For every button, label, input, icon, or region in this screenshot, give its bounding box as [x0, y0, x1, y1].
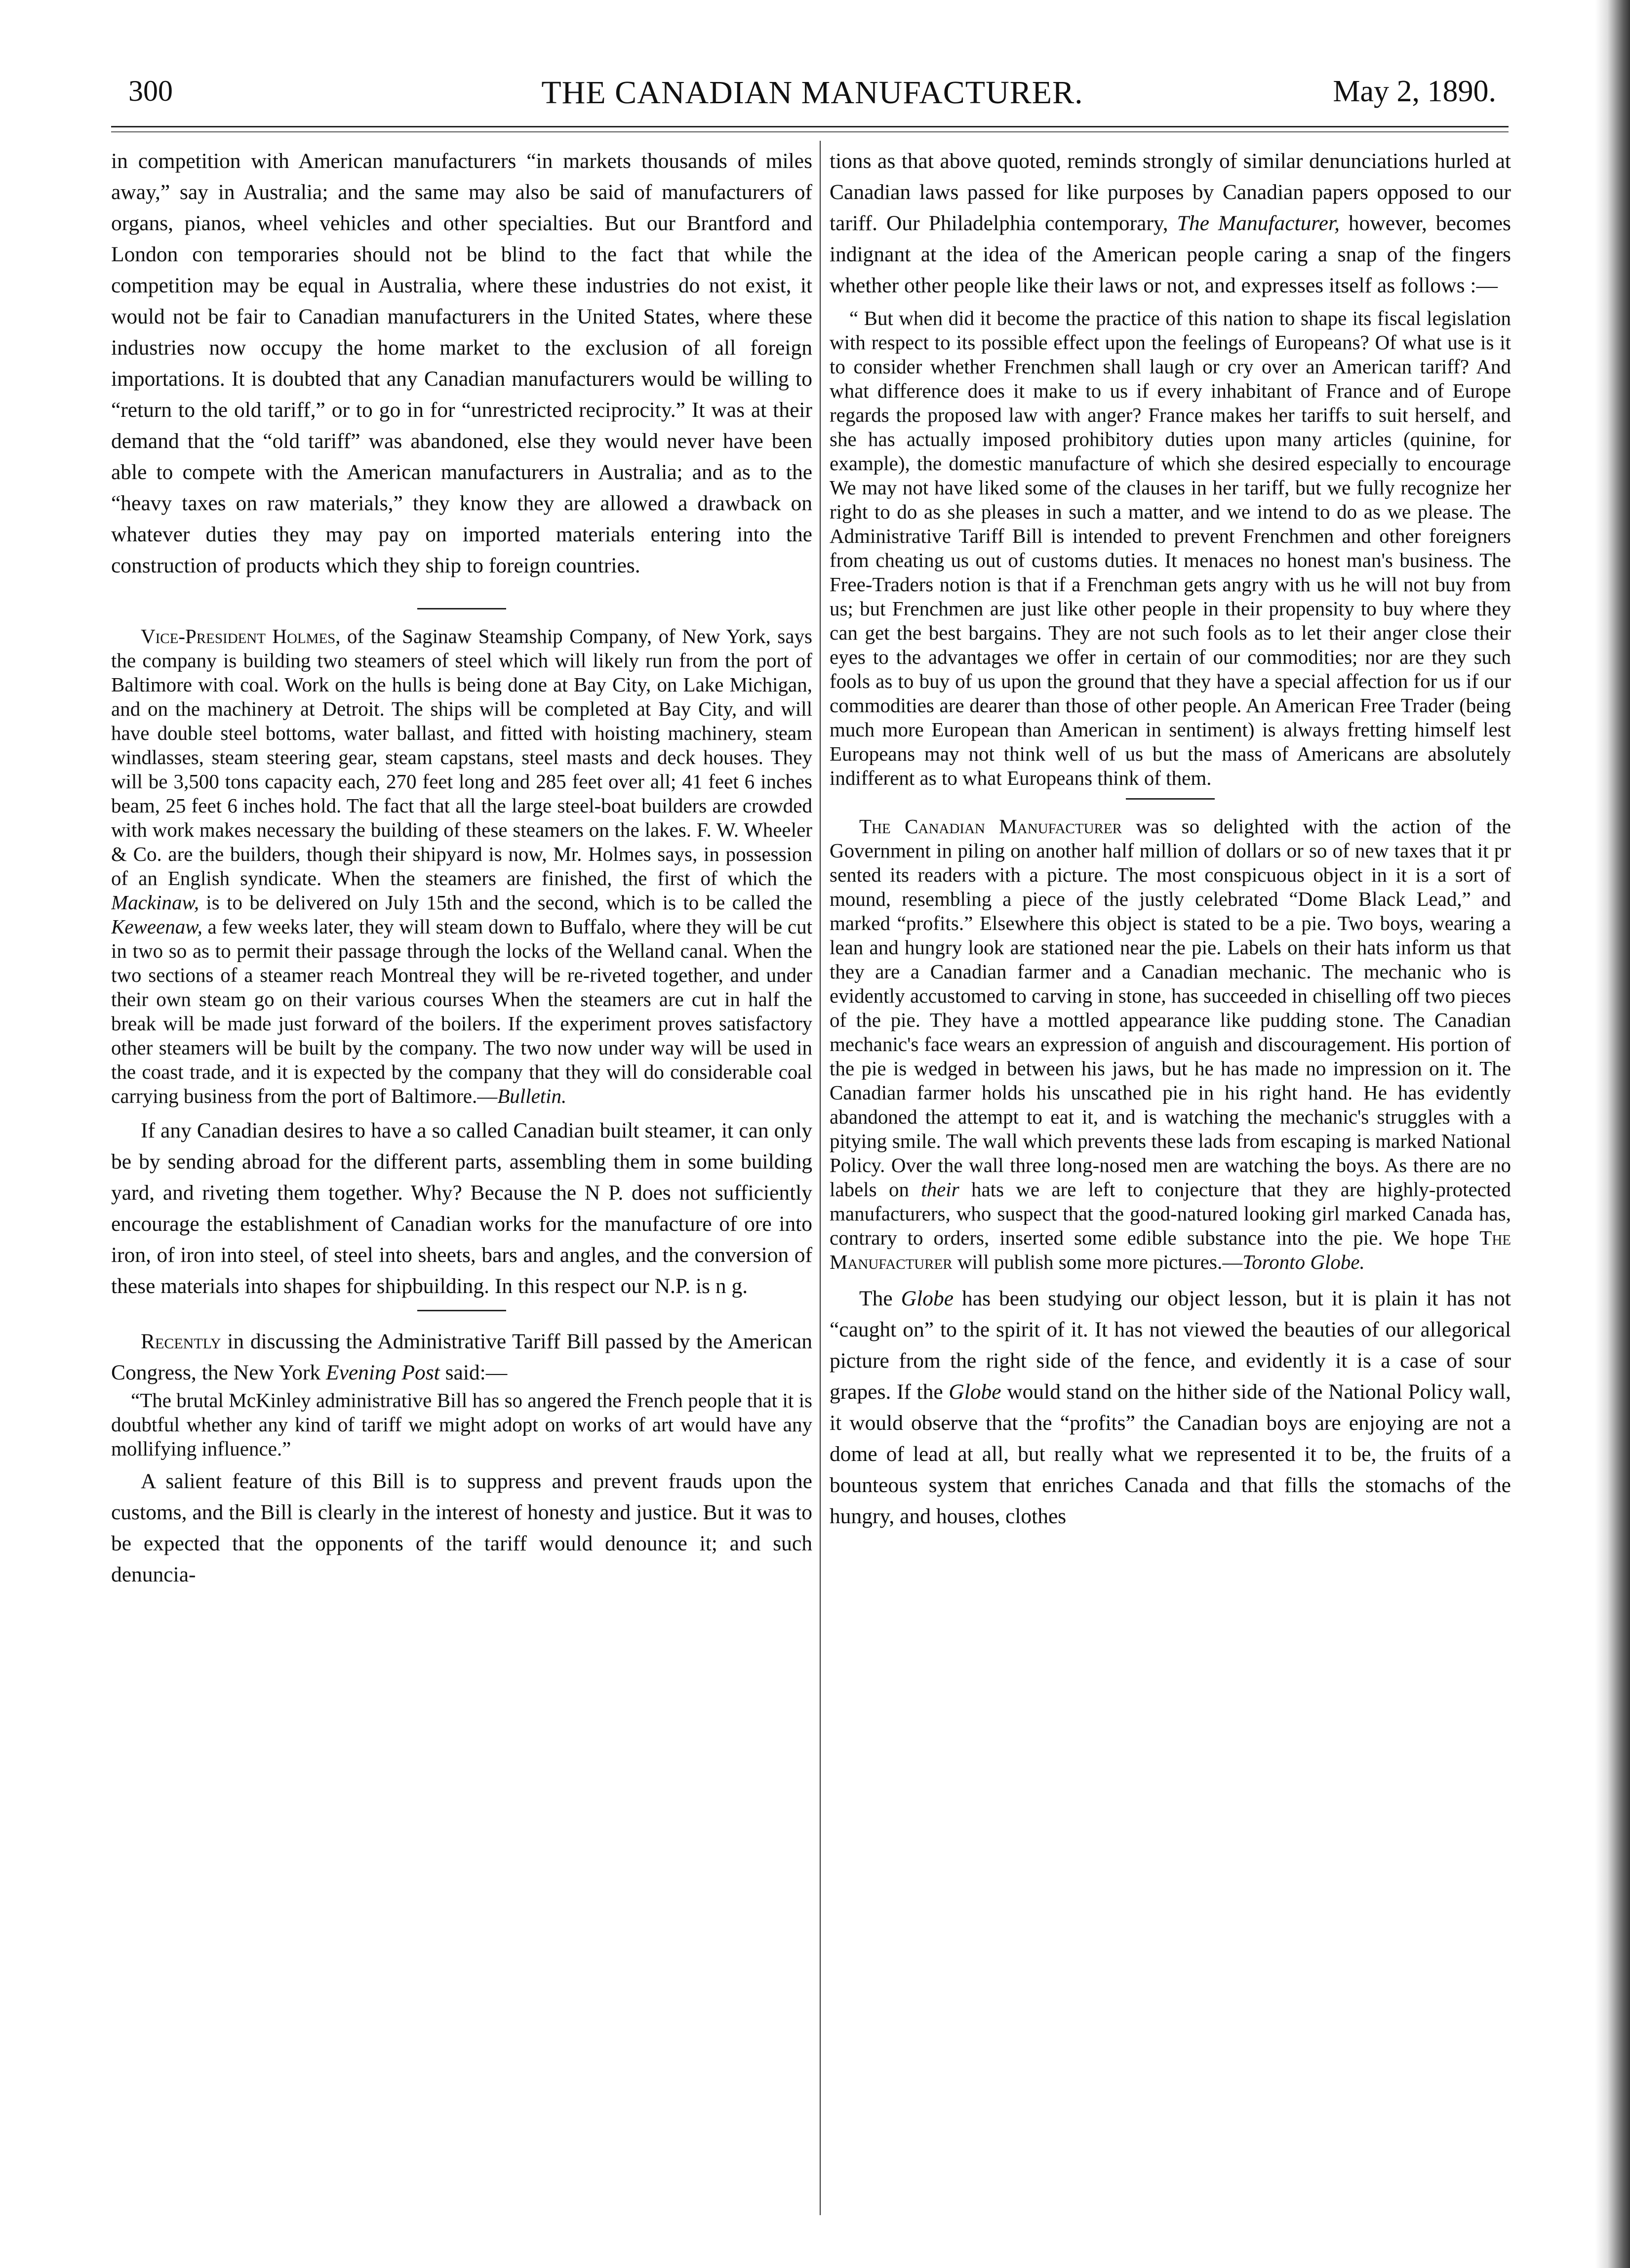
issue-date: May 2, 1890. [1333, 75, 1496, 108]
article-text: is to be delivered on July 15th and the second, which is to be called the [199, 891, 812, 914]
source-credit: Bulletin. [497, 1085, 567, 1107]
ship-name: Mackinaw, [111, 891, 199, 914]
article-text: of the Saginaw Steamship Company, of New York, says the company is building two steamers of steel which will likely run from the port of Baltimore with coal. Work on the hulls is being done at Bay City, on Lake Michigan, and on the machinery at Detroit. The ships will be completed at Bay City, and will have double steel bottoms, water ballast, and fitted with hoisting machinery, steam windlasses, steam steering gear, steam capstans, steel masts and deck houses. They will be 3,500 tons capacity each, 270 feet long and 285 feet over all; 41 feet 6 inches beam, 25 feet 6 inches hold. The fact that all the large steel-boat builders are crowded with work makes necessary the building of these steamers on the lakes. F. W. Wheeler & Co. are the builders, though their shipyard is now, Mr. Holmes says, in possession of an English syndicate. When the steamers are finished, the first of which the [111, 625, 812, 890]
quoted-passage: “The brutal McKinley administrative Bill has so angered the French people that it is doubtful whether any kind of tariff we might adopt on works of art would have any mollifying influence.” [111, 1389, 812, 1460]
lead-words: Recently [141, 1330, 221, 1353]
article-text: however, becomes indignant at the idea of the American people caring a snap of the fingers whether other people like their laws or not, and expresses itself as follows :— [830, 211, 1511, 297]
masthead: THE CANADIAN MANUFACTURER. [541, 75, 1083, 111]
globe-response-article [830, 1283, 1511, 1532]
newspaper-name: Globe [901, 1287, 954, 1310]
header-rule-secondary [111, 131, 1509, 132]
article-text: a few weeks later, they will steam down to Buffalo, where they will be cut in two so as to permit their passage through the locks of the Welland canal. When the two sections of a steamer reach Montreal they will be re-riveted together, and under their own steam go on their various courses When the steamers are cut in half the break will be made just forward of the boilers. If the experiment proves satisfactory other steamers will be built by the company. The two now under way will be used in the coast trade, and it is expected by the company that they will do considerable coal carrying business from the port of Baltimore.— [111, 915, 812, 1107]
right-column [830, 146, 1511, 2220]
emphasis: their [921, 1178, 959, 1201]
article-text: tions as that above quoted, reminds strongly of similar denunciations hurled at Canadian laws passed for like purposes by Canadian papers opposed to our tariff. Our Philadelphia contemporary, [830, 149, 1511, 235]
page-edge-shadow [1595, 0, 1630, 2268]
article-text: will publish some more pictures.— [952, 1251, 1243, 1273]
article-text: said:— [439, 1361, 508, 1384]
lead-words: The Canadian Manufacturer [859, 815, 1122, 838]
header-rule [111, 126, 1509, 127]
section-rule [417, 1310, 506, 1311]
toronto-globe-article [830, 814, 1511, 1274]
article-text: in discussing the Administrative Tariff Bill passed by the American Congress, the New York [111, 1330, 812, 1384]
lead-words: Vice-President Holmes, [141, 625, 341, 648]
article-continuation: in competition with American manufacturers “in markets thousands of miles away,” say in Australia; and the same may also be said of manufacturers of organs, pianos, wheel vehicles and other specialties. But our Brantford and London con temporaries should not be blind to the fact that while the competition may be equal in Australia, where these industries do not exist, it would not be fair to Canadian manufacturers in the United States, where these industries now occupy the home market to the exclusion of all foreign importations. It is doubted that any Canadian manufacturers would be willing to “return to the old tariff,” or to go in for “unrestricted reciprocity.” It was at their demand that the “old tariff” was abandoned, else they would never have been able to compete with the American manufacturers in Australia; and as to the “heavy taxes on raw materials,” they know they are allowed a drawback on whatever duties they may pay on imported materials entering into the construction of products which they ship to foreign countries. [111, 149, 812, 577]
page-number: 300 [128, 75, 173, 107]
newspaper-name: Evening Post [326, 1361, 440, 1384]
saginaw-steamship-article [111, 624, 812, 1108]
article-text: was so delighted with the action of the Government in piling on another half million of dollars or so of new taxes that it pr sented its readers with a picture. The most conspicuous object in it is a sort of mound, resembling a piece of the justly celebrated “Dome Black Lead,” and marked “profits.” Elsewhere this object is stated to be a pie. Two boys, wearing a lean and hungry look are stationed near the pie. Labels on their hats inform us that they are a Canadian farmer and a Canadian mechanic. The mechanic who is evidently accustomed to carving in stone, has succeeded in chiselling off two pieces of the pie. They have a mottled appearance like pudding stone. The Canadian mechanic's face wears an expression of anguish and discouragement. His portion of the pie is wedged in between his jaws, but he has made no impression on it. The Canadian farmer holds his unscathed pie in his right hand. He has evidently abandoned the attempt to eat it, and is watching the mechanic's struggles with a pitying smile. The wall which prevents these lads from escaping is marked National Policy. Over the wall three long-nosed men are watching the boys. As there are no labels on [830, 815, 1511, 1201]
article-text: The [859, 1287, 901, 1310]
quoted-passage: “ But when did it become the practice of this nation to shape its fiscal legislation with respect to its possible effect upon the feelings of Europeans? Of what use is it to consider whether Frenchmen shall laugh or cry over an American tariff? And what difference does it make to us if every inhabitant of France and of Europe regards the proposed law with anger? France makes her tariffs to suit herself, and she has actually imposed prohibitory duties upon many articles (quinine, for example), the domestic manufacture of which she desired especially to encourage We may not have liked some of the clauses in her tariff, but we fully recognize her right to do as she pleases in such a matter, and we intend to do as we please. The Administrative Tariff Bill is intended to prevent Frenchmen and other foreigners from cheating us out of customs duties. It menaces no honest man's business. The Free-Traders notion is that if a Frenchman gets angry with us he will not buy from us; but Frenchmen are just like other people in their propensity to buy where they can get the best bargains. They are not such fools as to let their anger close their eyes to the advantages we offer in certain of our commodities; nor are they such fools as to buy of us upon the ground that they have a special affection for us if our commodities are dearer than those of other people. An American Free Trader (being much more European than American in sentiment) is always fretting himself lest Europeans may not think well of us but the mass of Americans are absolutely indifferent as to what Europeans think of them. [830, 307, 1511, 789]
source-credit: Toronto Globe. [1242, 1251, 1365, 1273]
spacer [111, 581, 812, 600]
article-text: A salient feature of this Bill is to suppress and prevent frauds upon the customs, and the Bill is clearly in the interest of honesty and justice. But it was to be expected that the opponents of the tariff would denounce it; and such denuncia- [111, 1469, 812, 1586]
article-continuation [830, 146, 1511, 301]
column-divider [820, 141, 821, 2215]
canadian-steamer-comment: If any Canadian desires to have a so called Canadian built steamer, it can only be by sending abroad for the different parts, assembling them in some building yard, and riveting them together. Why? Because the N P. does not sufficiently encourage the establishment of Canadian works for the manufacture of ore into iron, of iron into steel, of steel into sheets, bars and angles, and the conversion of these materials into shapes for shipbuilding. In this respect our N.P. is n g. [111, 1119, 812, 1298]
ship-name: Keweenaw, [111, 915, 202, 938]
section-rule [1126, 798, 1215, 800]
article-text: has been studying our object lesson, but it is plain it has not “caught on” to the spirit of it. It has not viewed the beauties of our allegorical picture from the right side of the fence, and evidently it is a case of sour grapes. If the [830, 1287, 1511, 1404]
newspaper-name: Globe [949, 1380, 1001, 1404]
page-header [114, 64, 1511, 119]
section-rule [417, 608, 506, 609]
article-text: would stand on the hither side of the National Policy wall, it would observe that the “profits” the Canadian boys are enjoying are not a dome of lead at all, but really what we represented it to be, the fruits of a bounteous system that enriches Canada and that fills the stomachs of the hungry, and houses, clothes [830, 1380, 1511, 1528]
article-text: hats we are left to conjecture that they are highly-protected manufacturers, who suspect that the good-natured looking girl marked Canada has, contrary to orders, inserted some edible substance into the pie. We hope [830, 1178, 1511, 1249]
tariff-bill-article [111, 1326, 812, 1388]
newspaper-name: The Manufacturer [830, 1226, 1511, 1273]
left-column [111, 146, 812, 2220]
newspaper-name: The Manufacturer, [1177, 211, 1340, 235]
